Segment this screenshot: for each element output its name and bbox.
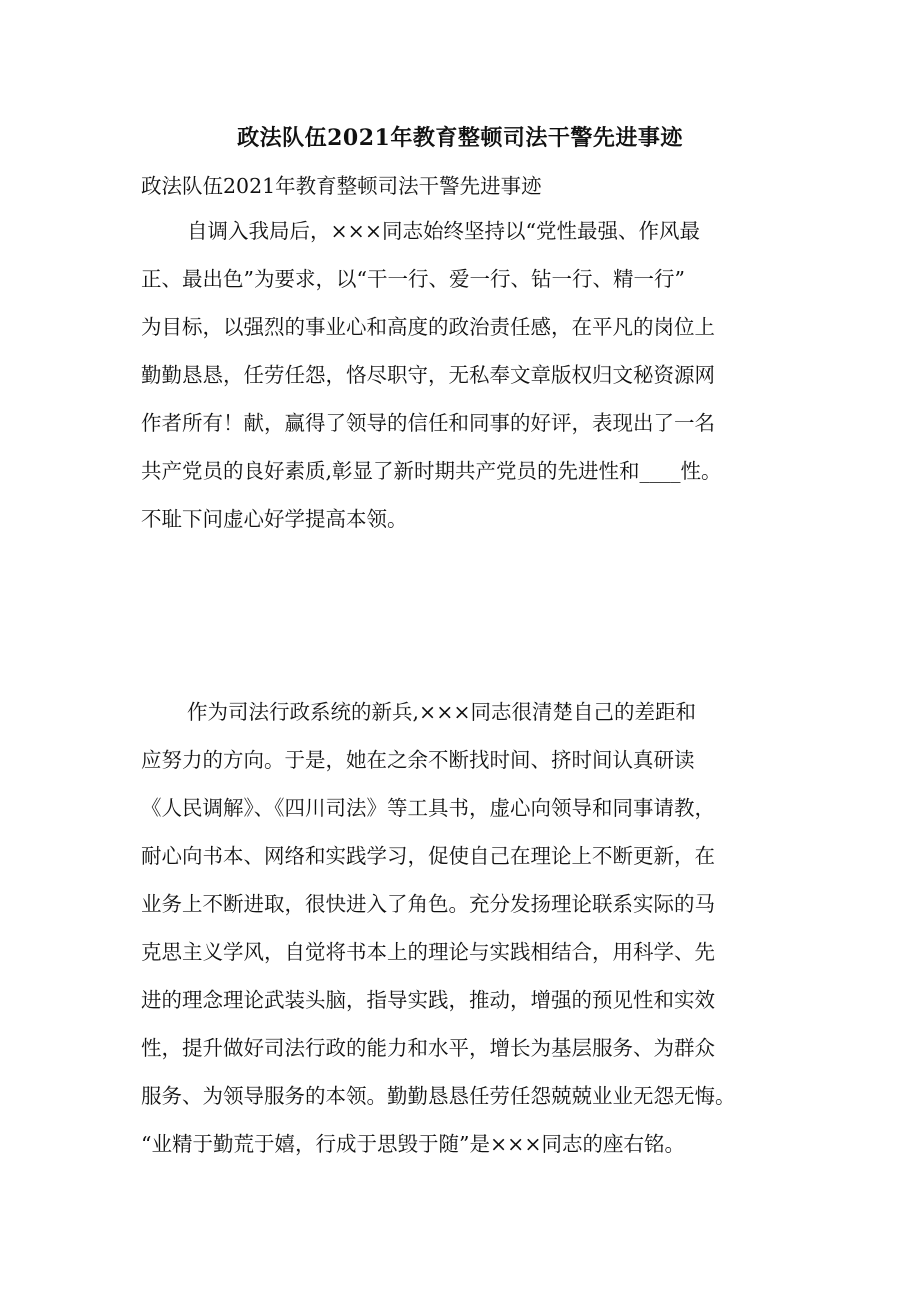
paragraph-line: 共产党员的良好素质,彰显了新时期共产党员的先进性和____性。 (141, 459, 722, 483)
document-title: 政法队伍2021年教育整顿司法干警先进事迹 (237, 125, 683, 151)
paragraph-line: 作为司法行政系统的新兵,×××同志很清楚自己的差距和 (187, 700, 697, 724)
paragraph-line: 进的理念理论武装头脑，指导实践，推动，增强的预见性和实效 (141, 988, 715, 1012)
paragraph-1 (141, 207, 801, 543)
paragraph-line: 正、最出色”为要求，以“干一行、爱一行、钻一行、精一行” (141, 267, 685, 291)
paragraph-line: 自调入我局后，×××同志始终坚持以“党性最强、作风最 (187, 219, 701, 243)
paragraph-line: 为目标，以强烈的事业心和高度的政治责任感，在平凡的岗位上 (141, 315, 715, 339)
paragraph-2 (141, 688, 801, 1168)
paragraph-line: 勤勤恳恳，任劳任怨，恪尽职守，无私奉文章版权归文秘资源网 (141, 363, 715, 387)
paragraph-line: 耐心向书本、网络和实践学习，促使自己在理论上不断更新，在 (141, 844, 715, 868)
paragraph-line: 服务、为领导服务的本领。勤勤恳恳任劳任怨兢兢业业无怨无悔。 (141, 1084, 736, 1108)
paragraph-line: 《人民调解》、《四川司法》等工具书，虚心向领导和同事请教， (141, 796, 715, 820)
paragraph-line: 作者所有！献，赢得了领导的信任和同事的好评，表现出了一名 (141, 411, 715, 435)
paragraph-line: 克思主义学风，自觉将书本上的理论与实践相结合，用科学、先 (141, 940, 715, 964)
paragraph-line: “业精于勤荒于嬉，行成于思毁于随”是×××同志的座右铭。 (141, 1132, 685, 1156)
document-subtitle: 政法队伍2021年教育整顿司法干警先进事迹 (141, 174, 542, 198)
paragraph-line: 不耻下问虚心好学提高本领。 (141, 507, 408, 531)
paragraph-line: 应努力的方向。于是，她在之余不断找时间、挤时间认真研读 (141, 748, 695, 772)
paragraph-line: 性，提升做好司法行政的能力和水平，增长为基层服务、为群众 (141, 1036, 715, 1060)
paragraph-line: 业务上不断进取，很快进入了角色。充分发扬理论联系实际的马 (141, 892, 715, 916)
